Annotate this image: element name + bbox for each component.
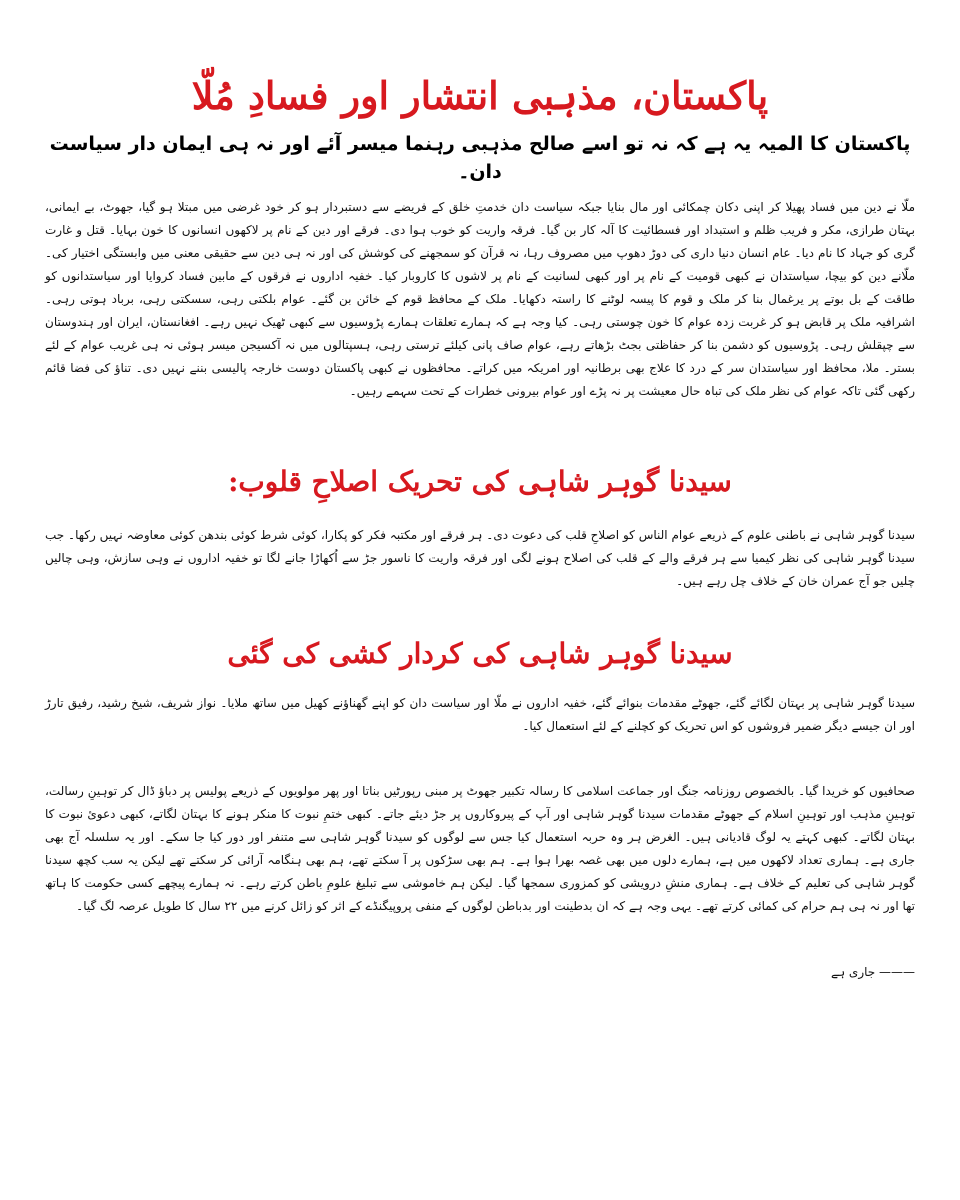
section-heading-character-assassination: سیدنا گوہر شاہی کی کردار کشی کی گئی [227, 637, 733, 671]
paragraph-3: سیدنا گوہر شاہی پر بہتان لگائے گئے، جھوٹے مقدمات بنوائے گئے، خفیہ اداروں نے ملّا اور سیاست دان کو اپنے گھناؤنے کھیل میں ساتھ ملایا۔ نواز شریف، شیخ رشید، رفیق تارڑ اور ان جیسے دیگر ضمیر فروشوں کو اس تحریک کو کچلنے کے لئے استعمال کیا۔ [45, 696, 915, 733]
paragraph-4: صحافیوں کو خریدا گیا۔ بالخصوص روزنامہ جنگ اور جماعت اسلامی کا رسالہ تکبیر جھوٹ پر مبنی رپورٹیں بناتا اور پھر مولویوں کے ذریعے پولیس پر دباؤ ڈال کر توہینِ رسالت، توہینِ مذہب اور توہینِ اسلام کے جھوٹے مقدمات سیدنا گوہر شاہی اور آپ کے پیروکاروں پر جڑ دیئے جاتے۔ کبھی ختمِ نبوت کا منکر ہونے کا بہتان لگاتے، کبھی دعوئ نبوت کا بہتان لگاتے۔ کبھی کہتے یہ لوگ قادیانی ہیں۔ الغرض ہر وہ حربہ استعمال کیا جس سے لوگوں کو سیدنا گوہر شاہی سے متنفر اور دور کیا جا سکے۔ اور یہ سلسلہ آج بھی جاری ہے۔ ہماری تعداد لاکھوں میں ہے، ہمارے دلوں میں بھی غصہ بھرا ہوا ہے۔ ہم بھی سڑکوں پر آ سکتے تھے، ہم بھی ہنگامہ آرائی کر سکتے تھے لیکن یہ سب کچھ سیدنا گوہر شاہی کی تعلیم کے خلاف ہے۔ ہماری منشِ درویشی کو کمزوری سمجھا گیا۔ لیکن ہم خاموشی سے تبلیغ علومِ باطن کرتے رہے۔ نہ ہمارے پیچھے کسی حکومت کا ہاتھ تھا اور نہ ہی ہم حرام کی کمائی کرتے تھے۔ یہی وجہ ہے کہ ان بدطینت اور بدباطن لوگوں کے منفی پروپیگنڈے کے اثر کو زائل کرنے میں ۲۲ سال کا طویل عرصہ لگ گیا۔ [45, 784, 915, 913]
section-heading-reform: سیدنا گوہر شاہی کی تحریک اصلاحِ قلوب: [228, 465, 732, 499]
paragraph-1: ملّا نے دین میں فساد پھیلا کر اپنی دکان چمکائی اور مال بنایا جبکہ سیاست دان خدمتِ خلق کے فریضے سے دستبردار ہو کر خود غرضی میں مبتلا ہو گیا، جھوٹ، بے ایمانی، بہتان طرازی، مکر و فریب ظلم و استبداد اور فسطائیت کا آلہ کار بن گیا۔ فرقہ واریت کو خوب ہوا دی۔ فرقے اور دین کے نام پر لاکھوں انسانوں کا خون بہایا۔ قتل و غارت گری کو جہاد کا نام دیا۔ عام انسان دنیا داری کی دوڑ دھوپ میں مصروف رہا، نہ قرآن کو سمجھنے کی کوشش کی اور نہ ہی دین سے حقیقی معنی میں وابستگی اختیار کی۔ ملّانے دین کو بیچا، سیاستدان نے کبھی قومیت کے نام پر اور کبھی لسانیت کے نام پر لاشوں کا کاروبار کیا۔ خفیہ اداروں نے فرقوں کے مابین فساد کروایا اور سیاستدانوں کو طاقت کے بل بوتے پر یرغمال بنا کر ملک و قوم کا پیسہ لوٹنے کا راستہ دکھایا۔ ملک کے محافظ قوم کے خائن بن گئے۔ عوام بلکتی رہی، سسکتی رہی، برباد ہوتی رہی۔ اشرافیہ ملک پر قابض ہو کر غربت زدہ عوام کا خون چوستی رہی۔ کیا وجہ ہے کہ ہمارے تعلقات ہمارے پڑوسیوں سے کبھی ٹھیک نہیں رہے۔ افغانستان، ایران اور ہندوستان سے چپقلش رہی۔ پڑوسیوں کو دشمن بنا کر حفاظتی بجٹ بڑھاتے رہے، عوام صاف پانی کیلئے ترستی رہی، ہسپتالوں میں نہ آکسیجن میسر ہوئی نہ ہی غریب عوام کے لئے بستر۔ ملا، محافظ اور سیاستدان سر کے درد کا علاج بھی برطانیہ اور امریکہ میں کراتے۔ محافظوں نے کبھی پاکستان دوست خارجہ پالیسی بننے نہیں دی۔ تناؤ کی فضا قائم رکھی گئی تاکہ عوام کی نظر ملک کی تباہ حال معیشت پر نہ پڑے اور عوام بیرونی خطرات کے تحت سہمے رہیں۔ [45, 200, 915, 398]
main-title: پاکستان، مذہبی انتشار اور فسادِ مُلّا [191, 73, 769, 119]
paragraph-2: سیدنا گوہر شاہی نے باطنی علوم کے ذریعے عوام الناس کو اصلاحِ قلب کی دعوت دی۔ ہر فرقے اور مکتبہ فکر کو پکارا، کوئی شرط کوئی بندھن کوئی معاوضہ نہیں رکھا۔ جب سیدنا گوہر شاہی کی نظر کیمیا سے ہر فرقے والے کے قلب کی اصلاح ہونے لگی اور فرقہ واریت کا ناسور جڑ سے اُکھاڑا جانے لگا تو خفیہ اداروں نے وہی سازش، وہی چالیں چلیں جو آج عمران خان کے خلاف چل رہے ہیں۔ [45, 528, 915, 588]
subtitle: پاکستان کا المیہ یہ ہے کہ نہ تو اسے صالح مذہبی رہنما میسر آئے اور نہ ہی ایمان دار سیاست دان۔ [49, 133, 911, 183]
continued-note: ——— جاری ہے [831, 965, 915, 979]
